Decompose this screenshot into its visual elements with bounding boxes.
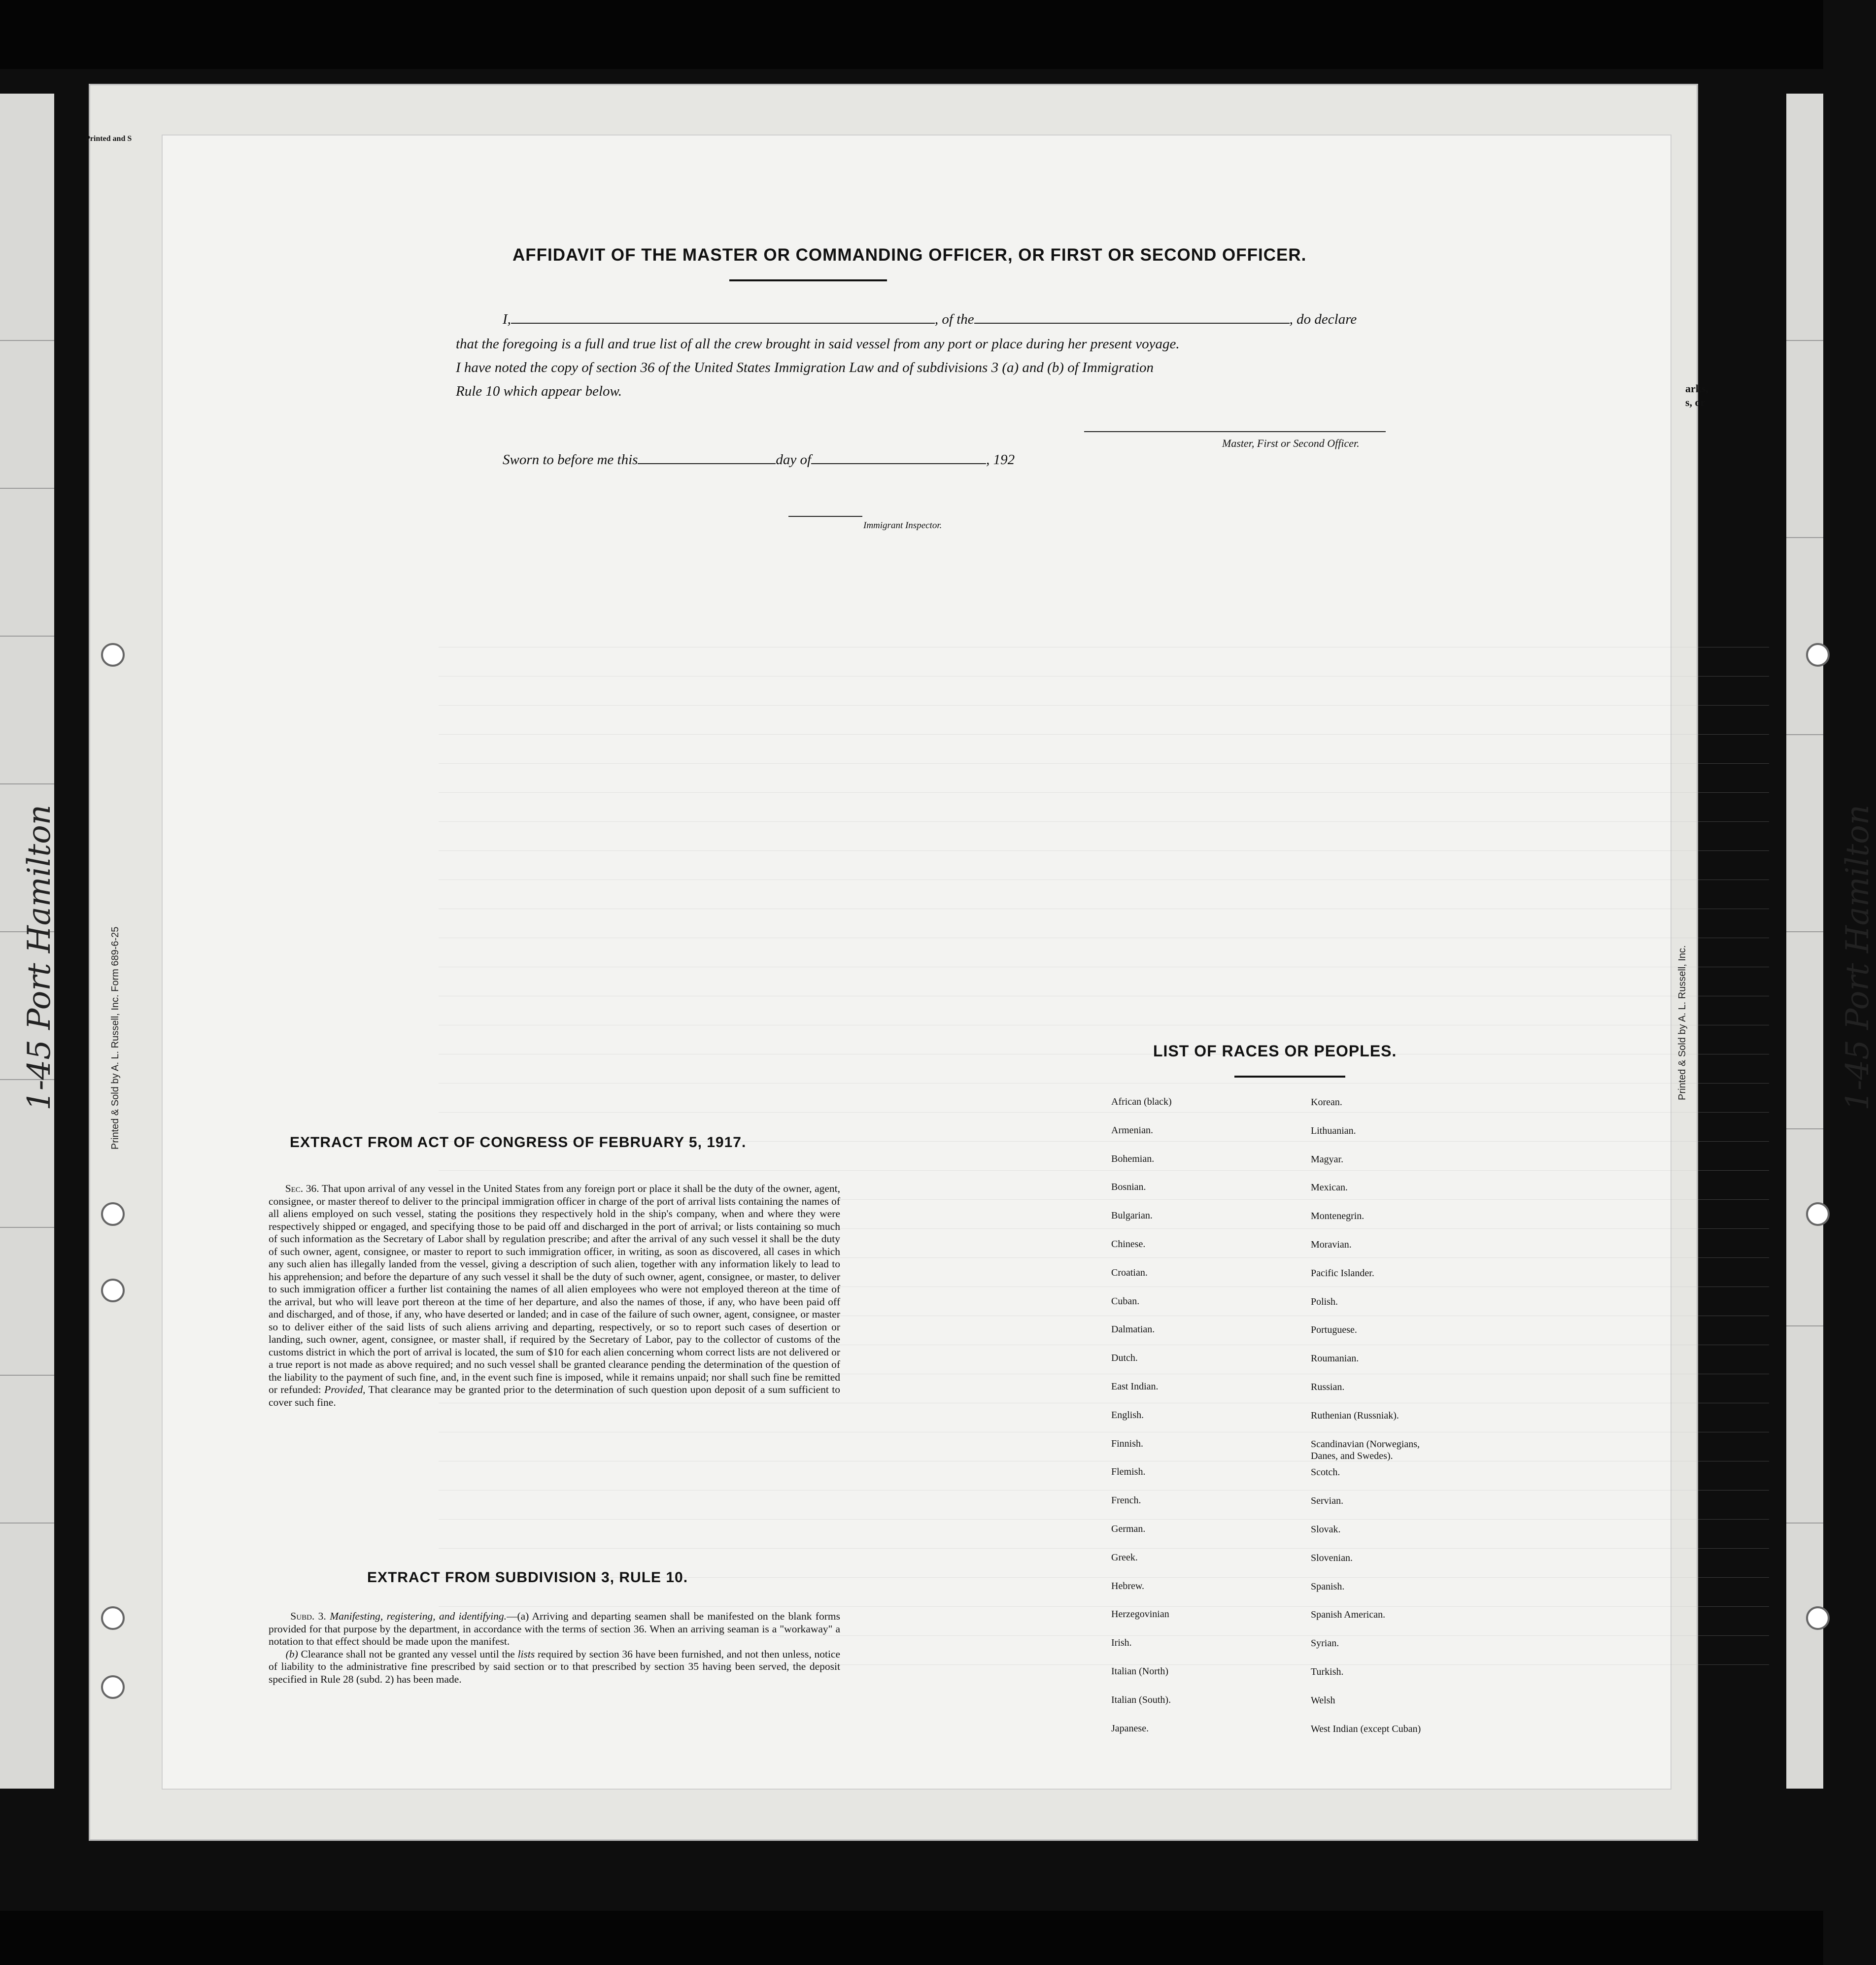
- neighbor-frame-right: [1786, 94, 1823, 1789]
- title-divider: [729, 279, 887, 281]
- declaration-line-4: Rule 10 which appear below.: [456, 383, 622, 399]
- punch-hole: [1806, 1606, 1830, 1630]
- punch-hole: [101, 643, 125, 667]
- race-item: German.: [1111, 1524, 1146, 1534]
- race-item: East Indian.: [1111, 1381, 1159, 1392]
- sworn-month-blank: [811, 463, 986, 464]
- race-item: English.: [1111, 1409, 1144, 1421]
- master-signature-blank: [1084, 431, 1386, 432]
- sworn-line: [503, 452, 1015, 468]
- declarant-prefix: I,: [503, 311, 511, 327]
- affidavit-title: AFFIDAVIT OF THE MASTER OR COMMANDING OFFICER, OR FIRST OR SECOND OFFICER.: [512, 245, 1307, 265]
- sworn-prefix: Sworn to before me this: [503, 452, 638, 468]
- declare-text: , do declare: [1289, 311, 1357, 327]
- race-item: Herzegovinian: [1111, 1609, 1169, 1620]
- race-item: Polish.: [1311, 1296, 1338, 1307]
- subdivision-b-text-2: required by section 36 have been furnished, and not then unless, notice of liability to the administrative fine prescribed by said section or to that prescribed by section 35 having been served, the deposit specified in Rule 28 (subd. 2) has been made.: [269, 1648, 841, 1685]
- sworn-year: , 192: [986, 452, 1015, 468]
- race-item: Bohemian.: [1111, 1153, 1155, 1164]
- sworn-day-blank: [638, 463, 776, 464]
- back-sheet-remarks-fragment: arks, s, or: [1685, 382, 1709, 408]
- race-item: Syrian.: [1311, 1638, 1339, 1649]
- race-item: Greek.: [1111, 1552, 1138, 1563]
- race-item: Servian.: [1311, 1495, 1344, 1507]
- race-item: African (black): [1111, 1096, 1172, 1107]
- race-item: Moravian.: [1311, 1239, 1352, 1250]
- race-item: French.: [1111, 1495, 1141, 1506]
- race-item: Japanese.: [1111, 1723, 1149, 1734]
- races-title-divider: [1234, 1076, 1345, 1078]
- race-item: Armenian.: [1111, 1124, 1153, 1136]
- race-item: Finnish.: [1111, 1438, 1144, 1449]
- race-item: Italian (North): [1111, 1666, 1169, 1677]
- race-item: Croatian.: [1111, 1267, 1148, 1278]
- declaration-line-3: I have noted the copy of section 36 of the United States Immigration Law and of subdivisions 3 (a) and (b) of Immigration: [456, 360, 1154, 375]
- master-signature-label: Master, First or Second Officer.: [1222, 437, 1360, 449]
- handwritten-side-note-right: 1-45 Port Hamilton: [1840, 805, 1876, 1111]
- subdivision-label: Subd. 3.: [290, 1610, 326, 1622]
- race-item: Montenegrin.: [1311, 1211, 1364, 1222]
- printer-credit-right: Printed & Sold by A. L. Russell, Inc.: [1677, 945, 1688, 1100]
- punch-hole: [1806, 1202, 1830, 1226]
- race-item: Welsh: [1311, 1694, 1335, 1706]
- section-36-text: [269, 1183, 840, 1409]
- declarant-name-blank: [511, 323, 935, 324]
- race-item: Scandinavian (Norwegians, Danes, and Swedes).: [1311, 1438, 1420, 1461]
- race-item: Lithuanian.: [1311, 1125, 1356, 1136]
- handwritten-side-note-left: 1-45 Port Hamilton: [21, 805, 58, 1111]
- race-item: Bulgarian.: [1111, 1210, 1153, 1221]
- subdivision-a-text: —(a) Arriving and departing seamen shall be manifested on the blank forms provided for that purpose by the department, in accordance with the terms of section 36. When an arriving seaman is a "workaway" a notation to that effect should be made upon the manifest.: [269, 1610, 840, 1647]
- printer-credit-left: Printed & Sold by A. L. Russell, Inc. Form 689-6-25: [110, 926, 121, 1150]
- of-the-text: , of the: [934, 311, 974, 327]
- inspector-signature-blank: [788, 516, 862, 517]
- extract-act-title: EXTRACT FROM ACT OF CONGRESS OF FEBRUARY 5, 1917.: [290, 1134, 747, 1151]
- extract-rule-title: EXTRACT FROM SUBDIVISION 3, RULE 10.: [367, 1569, 688, 1586]
- race-item: Dalmatian.: [1111, 1324, 1155, 1335]
- film-edge-bottom: [0, 1911, 1823, 1965]
- race-item: Slovenian.: [1311, 1552, 1353, 1563]
- race-item: Spanish American.: [1311, 1609, 1386, 1621]
- subdivision-b-lists: lists: [517, 1648, 535, 1660]
- race-item: Chinese.: [1111, 1239, 1146, 1250]
- affidavit-page: [163, 136, 1671, 1789]
- race-item: West Indian (except Cuban): [1311, 1723, 1421, 1734]
- races-list-title: LIST OF RACES OR PEOPLES.: [1153, 1042, 1397, 1060]
- race-item: Korean.: [1311, 1097, 1342, 1108]
- race-item: Ruthenian (Russniak).: [1311, 1410, 1399, 1421]
- race-item: Italian (South).: [1111, 1694, 1171, 1705]
- subdivision-b-label: (b): [285, 1648, 298, 1660]
- vessel-name-blank: [974, 323, 1290, 324]
- race-item: Hebrew.: [1111, 1580, 1145, 1592]
- race-item: Roumanian.: [1311, 1353, 1359, 1364]
- punch-hole: [101, 1606, 125, 1630]
- race-item: Turkish.: [1311, 1666, 1344, 1677]
- subdivision-b-text-1: Clearance shall not be granted any vessel until the: [301, 1648, 515, 1660]
- punch-hole: [1806, 643, 1830, 667]
- punch-hole: [101, 1202, 125, 1226]
- race-item: Slovak.: [1311, 1524, 1341, 1535]
- race-item: Cuban.: [1111, 1295, 1140, 1307]
- race-item: Irish.: [1111, 1637, 1132, 1649]
- race-item: Pacific Islander.: [1311, 1267, 1374, 1279]
- race-item: Russian.: [1311, 1382, 1345, 1392]
- race-item: Bosnian.: [1111, 1182, 1146, 1193]
- subdivision-3-text: [269, 1610, 840, 1686]
- subdivision-heading: Manifesting, registering, and identifying.: [330, 1610, 507, 1622]
- provided-word: Provided,: [324, 1384, 366, 1395]
- race-item: Spanish.: [1311, 1581, 1345, 1592]
- film-edge-top: [0, 0, 1823, 69]
- back-sheet-header-fragment: Printed and S: [85, 135, 132, 143]
- section-36-body: That upon arrival of any vessel in the United States from any foreign port or place it shall be the duty of the owner, agent, consignee, or master thereof to deliver to the principal immigration officer in charge of the port of arrival lists containing the names of all aliens employed on such vessel, stating the positions they respectively hold in the ship's company, when and where they were respectively shipped or engaged, and specifying those to be paid off and discharged in the port of arrival; or lists containing so much of such information as the Secretary of Labor shall by regulation prescribe; and after the arrival of any such vessel it shall be the duty of such owner, agent, consignee, or master to report to such immigration officer, in writing, as soon as discovered, all cases in which any such alien has illegally landed from the vessel, giving a description of such alien, together with any information likely to lead to his apprehension; and before the departure of any such vessel it shall be the duty of such owner, agent, consignee, or master, to deliver to such immigration officer a further list containing the names of all alien employees who were not employed thereon at the time of the arrival, but who will leave port thereon at the time of her departure, and also the names of those, if any, who have been paid off and discharged, and of those, if any, who have deserted or landed; and in case of the failure of such owner, agent, consignee, or master so to deliver either of the said lists of such aliens arriving and departing, respectively, or so to report such cases of desertion or landing, such owner, agent, consignee, or master shall, if required by the Secretary of Labor, pay to the collector of customs of the customs district in which the port of arrival is located, the sum of $10 for each alien concerning whom correct lists are not delivered or a true report is not made as above required; and no such vessel shall be granted clearance pending the determination of the question of the liability to the payment of such fine, and, in the event such fine is imposed, while it remains unpaid; nor shall such fine be remitted or refunded:: [269, 1183, 841, 1395]
- punch-hole: [101, 1279, 125, 1302]
- bleed-through-rows: [439, 618, 1769, 1702]
- race-item: Magyar.: [1311, 1153, 1344, 1165]
- race-item: Dutch.: [1111, 1353, 1138, 1364]
- punch-hole: [101, 1675, 125, 1699]
- section-36-label: Sec. 36.: [285, 1183, 319, 1194]
- race-item: Scotch.: [1311, 1467, 1340, 1478]
- sworn-day-of: day of: [776, 452, 812, 468]
- declaration-line-2: that the foregoing is a full and true list of all the crew brought in said vessel from any port or place during her present voyage.: [456, 336, 1180, 352]
- declaration-line-1: [503, 311, 1357, 328]
- section-36-body-end: That clearance may be granted prior to the determination of such question upon deposit of a sum sufficient to cover such fine.: [269, 1384, 840, 1408]
- inspector-label: Immigrant Inspector.: [863, 520, 942, 531]
- race-item: Flemish.: [1111, 1466, 1146, 1478]
- race-item: Portuguese.: [1311, 1324, 1357, 1336]
- race-item: Mexican.: [1311, 1182, 1348, 1193]
